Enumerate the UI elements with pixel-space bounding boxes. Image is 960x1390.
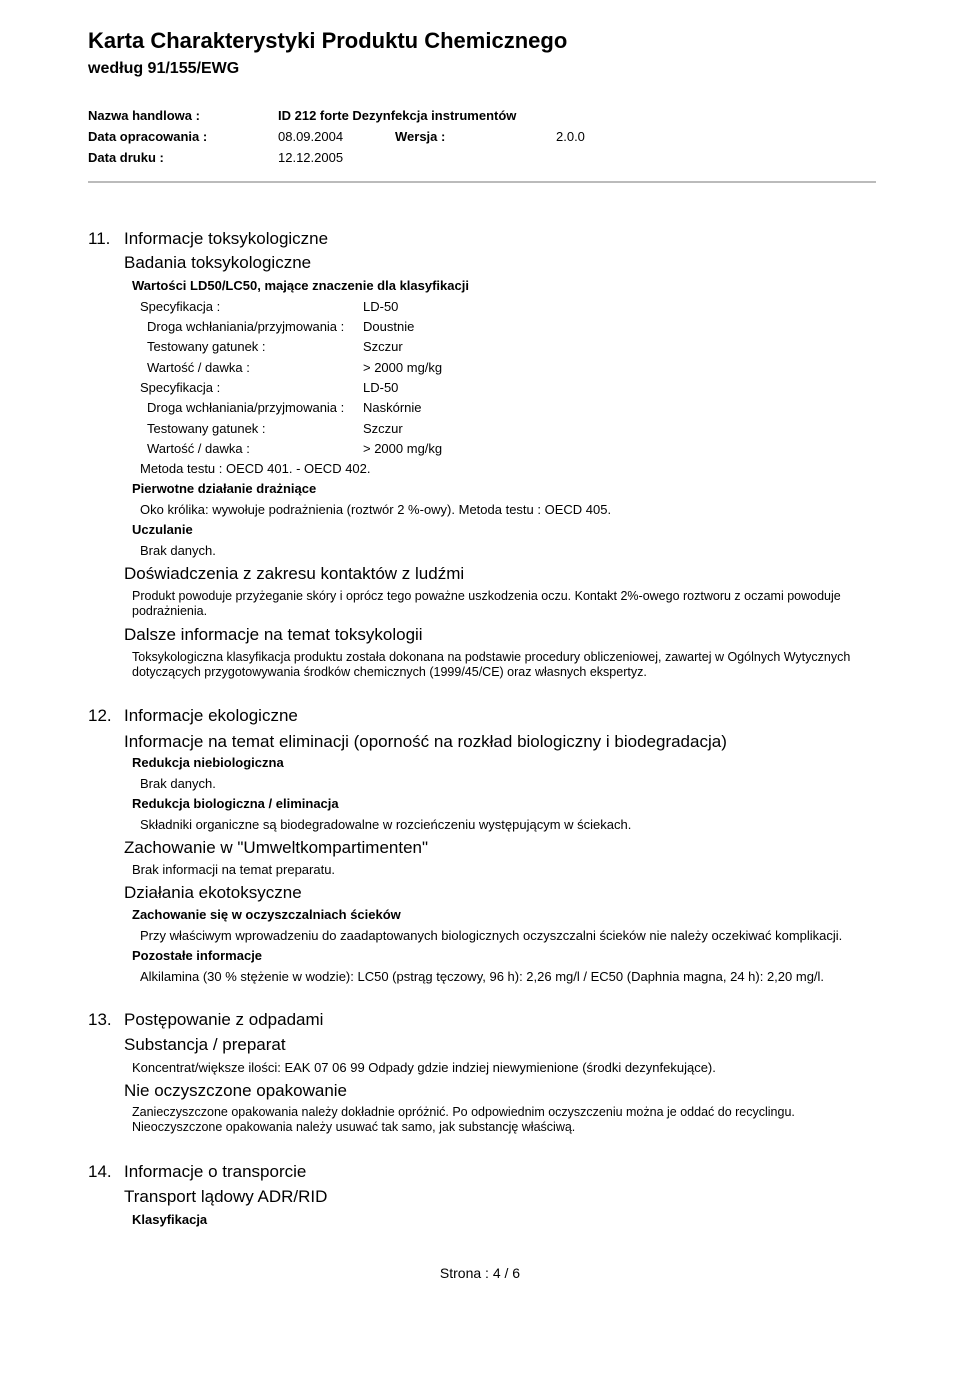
other-info-heading: Pozostałe informacje	[132, 948, 263, 963]
species-label-2: Testowany gatunek :	[147, 421, 266, 436]
section-12-title: Informacje ekologiczne	[124, 706, 298, 725]
species-label-1: Testowany gatunek :	[147, 339, 266, 354]
route-label-2: Droga wchłaniania/przyjmowania :	[147, 400, 345, 415]
route-value-2: Naskórnie	[363, 400, 422, 415]
spec-value-2: LD-50	[363, 380, 399, 395]
route-value-1: Doustnie	[363, 319, 415, 334]
substance-text: Koncentrat/większe ilości: EAK 07 06 99 Odpady gdzie indziej niewymienione (środki dezynfekujące).	[132, 1060, 716, 1075]
version-value: 2.0.0	[556, 129, 585, 144]
dose-value-2: > 2000 mg/kg	[363, 441, 443, 456]
section-13-title: Postępowanie z odpadami	[124, 1010, 324, 1029]
irritation-text: Oko królika: wywołuje podrażnienia (roztwór 2 %-owy). Metoda testu : OECD 405.	[140, 502, 612, 517]
test-method: Metoda testu : OECD 401. - OECD 402.	[140, 461, 371, 476]
spec-label-2: Specyfikacja :	[140, 380, 221, 395]
dose-label-2: Wartość / dawka :	[147, 441, 250, 456]
section-11-number: 11.	[88, 229, 111, 248]
print-date-value: 12.12.2005	[278, 150, 344, 165]
ld50-heading: Wartości LD50/LC50, mające znaczenie dla klasyfikacji	[132, 278, 469, 293]
print-date-label: Data druku :	[88, 150, 164, 165]
sensitization-text: Brak danych.	[140, 543, 216, 558]
abiotic-heading: Redukcja niebiologiczna	[132, 755, 284, 770]
species-value-2: Szczur	[363, 421, 403, 436]
substance-heading: Substancja / preparat	[124, 1035, 286, 1054]
packaging-text: Zanieczyszczone opakowania należy dokładnie opróżnić. Po odpowiednim oczyszczeniu można je oddać do recyclingu. Nieoczyszczone opakowania należy usuwać tak samo, jak substancję właściwą.	[132, 1105, 795, 1134]
dose-value-1: > 2000 mg/kg	[363, 360, 443, 375]
route-label-1: Droga wchłaniania/przyjmowania :	[147, 319, 345, 334]
further-tox-heading: Dalsze informacje na temat toksykologii	[124, 625, 423, 644]
prep-date-label: Data opracowania :	[88, 129, 208, 144]
document-title: Karta Charakterystyki Produktu Chemicznego	[88, 28, 568, 53]
version-label: Wersja :	[395, 129, 446, 144]
section-12-number: 12.	[88, 706, 112, 725]
packaging-heading: Nie oczyszczone opakowanie	[124, 1081, 348, 1100]
abiotic-text: Brak danych.	[140, 776, 216, 791]
irritation-heading: Pierwotne działanie drażniące	[132, 481, 317, 496]
section-11-title: Informacje toksykologiczne	[124, 229, 329, 248]
human-experience-heading: Doświadczenia z zakresu kontaktów z ludźmi	[124, 564, 465, 583]
tox-studies-heading: Badania toksykologiczne	[124, 253, 312, 272]
spec-label-1: Specyfikacja :	[140, 299, 221, 314]
section-14-title: Informacje o transporcie	[124, 1162, 307, 1181]
header-divider	[88, 181, 876, 183]
compartments-text: Brak informacji na temat preparatu.	[132, 862, 336, 877]
trade-name-value: ID 212 forte Dezynfekcja instrumentów	[278, 108, 517, 123]
elimination-heading: Informacje na temat eliminacji (oporność na rozkład biologiczny i biodegradacja)	[124, 732, 727, 751]
further-tox-text: Toksykologiczna klasyfikacja produktu została dokonana na podstawie procedury obliczeniowej, zawartej w Ogólnych Wytycznych dotyczących przygotowywania środków chemicznych (1999/45/CE) oraz własnych ekspertyz.	[132, 650, 851, 679]
document-subtitle: według 91/155/EWG	[88, 60, 240, 77]
other-info-text: Alkilamina (30 % stężenie w wodzie): LC50 (pstrąg tęczowy, 96 h): 2,26 mg/l / EC50 (Daphnia magna, 24 h): 2,20 mg/l.	[140, 969, 825, 984]
sensitization-heading: Uczulanie	[132, 522, 193, 537]
biotic-text: Składniki organiczne są biodegradowalne w rozcieńczeniu występującym w ściekach.	[140, 817, 632, 832]
prep-date-value: 08.09.2004	[278, 129, 344, 144]
compartments-heading: Zachowanie w "Umweltkompartimenten"	[124, 838, 429, 857]
human-experience-text: Produkt powoduje przyżeganie skóry i oprócz tego poważne uszkodzenia oczu. Kontakt 2%-owego roztworu z oczami powoduje podrażnienia.	[132, 589, 841, 618]
road-transport-heading: Transport lądowy ADR/RID	[124, 1187, 328, 1206]
species-value-1: Szczur	[363, 339, 403, 354]
ecotox-heading: Działania ekotoksyczne	[124, 883, 302, 902]
spec-value-1: LD-50	[363, 299, 399, 314]
trade-name-label: Nazwa handlowa :	[88, 108, 200, 123]
biotic-heading: Redukcja biologiczna / eliminacja	[132, 796, 339, 811]
section-13-number: 13.	[88, 1010, 112, 1029]
classification-heading: Klasyfikacja	[132, 1212, 208, 1227]
wwtp-text: Przy właściwym wprowadzeniu do zaadaptowanych biologicznych oczyszczalni ścieków nie należy oczekiwać komplikacji.	[140, 928, 843, 943]
dose-label-1: Wartość / dawka :	[147, 360, 250, 375]
page-number: Strona : 4 / 6	[439, 1265, 521, 1281]
section-14-number: 14.	[88, 1162, 112, 1181]
wwtp-heading: Zachowanie się w oczyszczalniach ścieków	[132, 907, 401, 922]
